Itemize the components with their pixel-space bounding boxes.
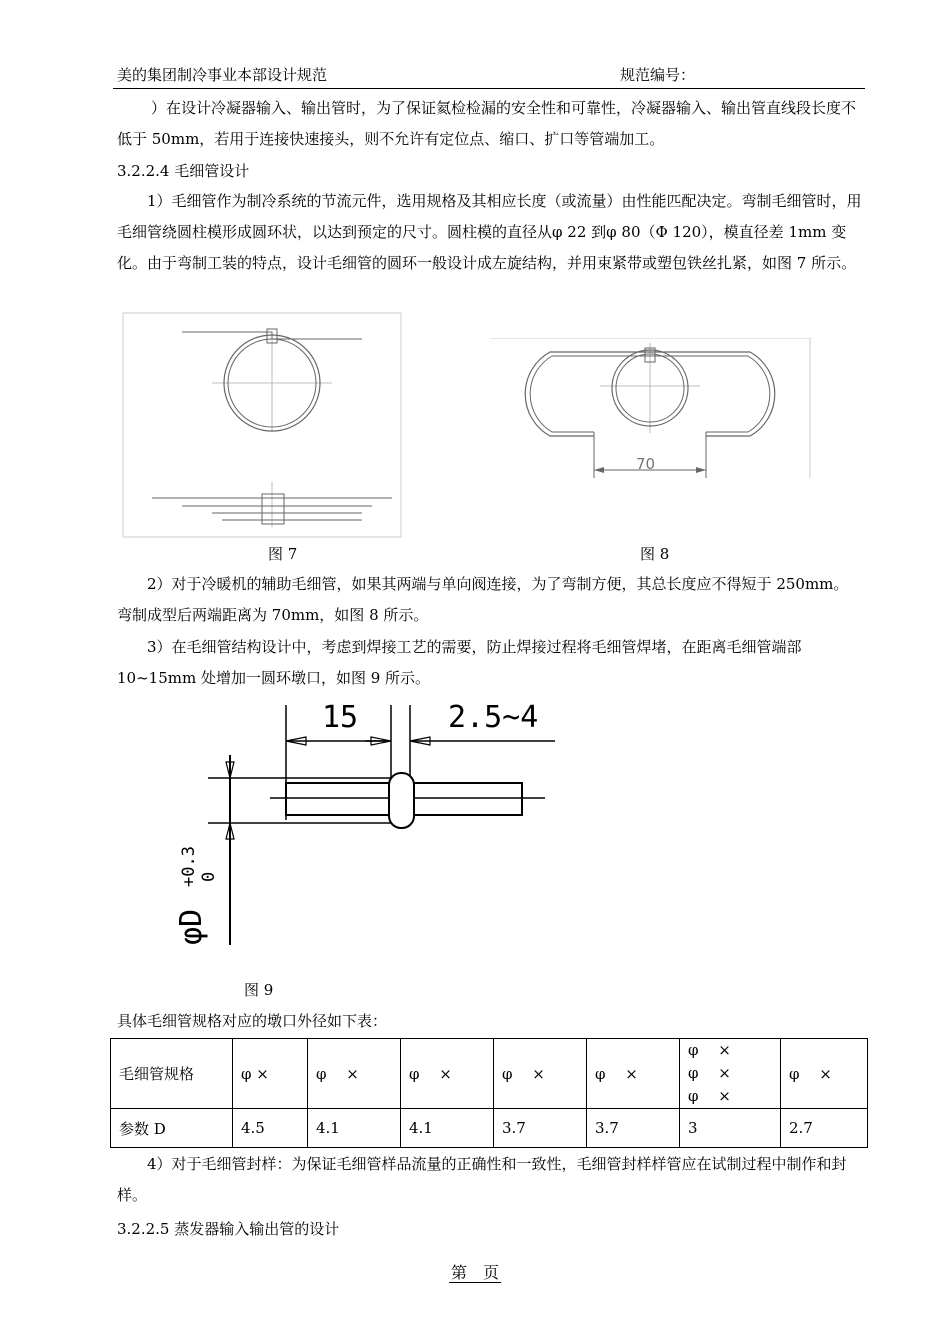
table-cell: φ ×: [401, 1039, 494, 1109]
page-number-label: 第 页: [450, 1263, 499, 1282]
paragraph-2: 2）对于冷暖机的辅助毛细管，如果其两端与单向阀连接，为了弯制方便，其总长度应不得短于 250mm。弯制成型后两端距离为 70mm，如图 8 所示。: [117, 575, 849, 624]
figure-9-tolerance-upper: +0.3: [179, 846, 199, 887]
table-cell-line: φ ×: [688, 1064, 731, 1082]
figure-9-dim-d: φD: [174, 908, 209, 945]
doc-header-title: 美的集团制冷事业本部设计规范: [117, 66, 328, 84]
heading-3224: 3.2.2.4 毛细管设计: [117, 162, 250, 180]
table-cell: 4.1: [401, 1109, 494, 1148]
figure-9-dim-range: 2.5~4: [448, 700, 539, 735]
figure-9-tolerance-lower: 0: [199, 871, 219, 882]
table-cell: 2.7: [781, 1109, 868, 1148]
figure-8-caption: 图 8: [640, 545, 670, 563]
table-cell: 3: [680, 1109, 781, 1148]
table-cell-line: φ ×: [688, 1041, 731, 1059]
page-footer: [0, 1260, 950, 1283]
table-cell: 3.7: [494, 1109, 587, 1148]
table-cell: φ ×: [233, 1039, 308, 1109]
paragraph-condenser: ）在设计冷凝器输入、输出管时，为了保证氦检检漏的安全性和可靠性，冷凝器输入、输出管直线段长度不低于 50mm，若用于连接快速接头，则不允许有定位点、缩口、扩口等管端加工。: [117, 99, 857, 148]
table-cell: φ ×: [308, 1039, 401, 1109]
paragraph-3: 3）在毛细管结构设计中，考虑到焊接工艺的需要，防止焊接过程将毛细管焊堵，在距离毛细管端部 10~15mm 处增加一圆环墩口，如图 9 所示。: [117, 638, 802, 687]
table-intro: 具体毛细管规格对应的墩口外径如下表：: [117, 1012, 388, 1030]
figure-8-dimension-label: 70: [636, 455, 656, 473]
table-row-spec: [111, 1039, 868, 1109]
figure-7-capillary-coil: [122, 312, 404, 540]
table-cell: φ ×: [587, 1039, 680, 1109]
table-cell: 3.7: [587, 1109, 680, 1148]
doc-number-label: 规范编号：: [620, 66, 696, 84]
table-cell: φ ×: [781, 1039, 868, 1109]
paragraph-1: 1）毛细管作为制冷系统的节流元件，选用规格及其相应长度（或流量）由性能匹配决定。弯制毛细管时，用毛细管绕圆柱模形成圆环状，以达到预定的尺寸。圆柱模的直径从φ 22 到φ 80（Φ 120），模直径差 1mm 变化。由于弯制工装的特点，设计毛细管的圆环一般设计成左旋结构，并用束紧带或塑包铁丝扎紧，如图 7 所示。: [117, 192, 862, 272]
table-cell: φ ×: [494, 1039, 587, 1109]
figure-9-caption: 图 9: [244, 981, 274, 999]
figure-9-dim-15: 15: [322, 700, 359, 735]
table-cell-line: φ ×: [688, 1087, 731, 1105]
capillary-spec-table: [110, 1038, 868, 1148]
heading-3225: 3.2.2.5 蒸发器输入输出管的设计: [117, 1220, 340, 1238]
table-row-param: [111, 1109, 868, 1148]
table-header-spec: 毛细管规格: [111, 1039, 233, 1109]
table-cell-multi: [680, 1039, 781, 1109]
header-rule: [113, 88, 865, 89]
figure-7-caption: 图 7: [268, 545, 298, 563]
paragraph-4: 4）对于毛细管封样：为保证毛细管样品流量的正确性和一致性，毛细管封样样管应在试制过程中制作和封样。: [117, 1155, 847, 1204]
table-cell: 4.1: [308, 1109, 401, 1148]
table-header-param: 参数 D: [111, 1109, 233, 1148]
table-cell: 4.5: [233, 1109, 308, 1148]
